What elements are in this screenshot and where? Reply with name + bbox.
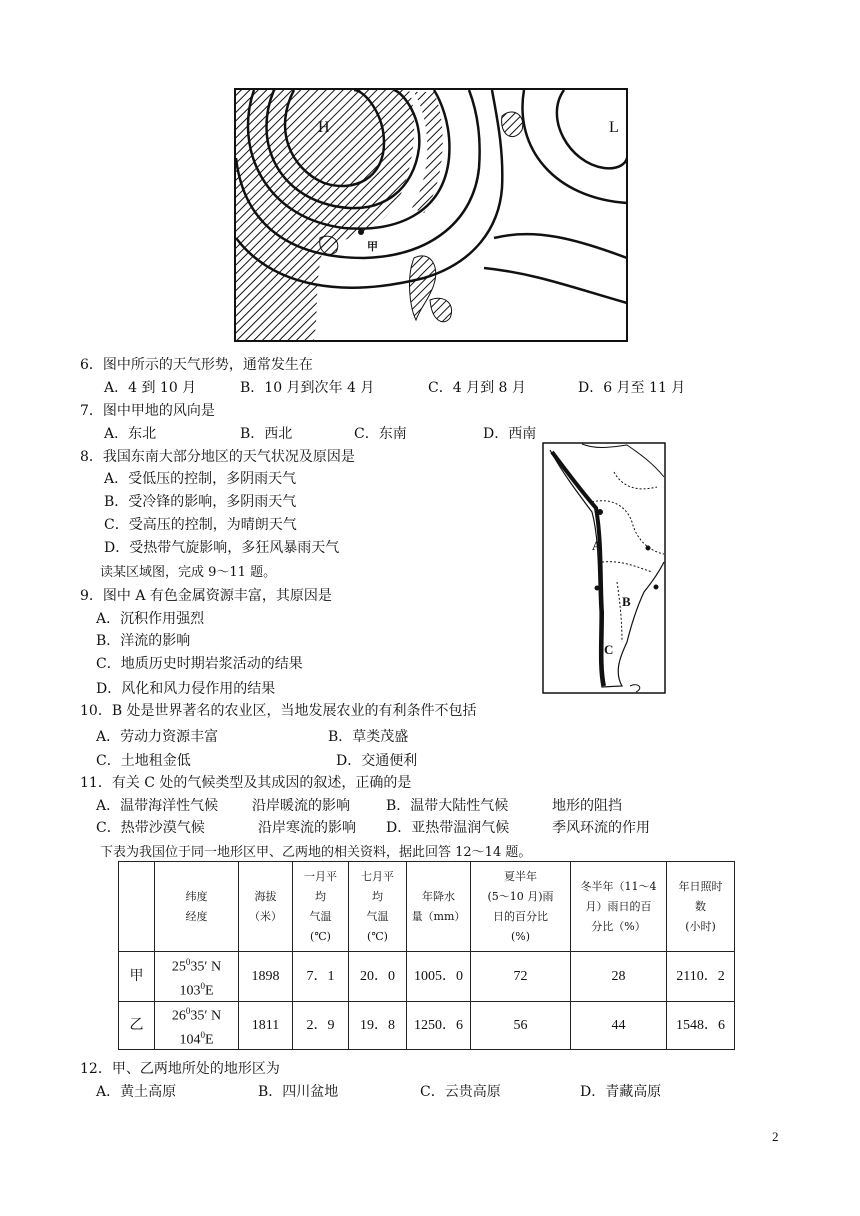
row-lon: 103 xyxy=(179,983,201,999)
header-summer-line3: 日的百分比 xyxy=(493,909,548,923)
header-sun-line3: (小时) xyxy=(685,919,716,933)
q8-option-b: B．受冷锋的影响，多阴雨天气 xyxy=(104,494,297,510)
q6-option-b: B．10 月到次年 4 月 xyxy=(240,380,375,396)
row-latlon xyxy=(155,952,239,1002)
row-lat: 25 xyxy=(171,959,186,975)
q9-option-a: A．沉积作用强烈 xyxy=(96,611,205,627)
row-lat-rest: 35′ N xyxy=(190,1008,222,1024)
q8-stem: 8．我国东南大部分地区的天气状况及原因是 xyxy=(80,449,355,465)
row-jan: 2．9 xyxy=(293,1002,349,1050)
header-jan xyxy=(293,862,349,952)
row-lat: 26 xyxy=(171,1008,186,1024)
q10-option-b: B．草类茂盛 xyxy=(328,729,409,745)
row-winter: 28 xyxy=(571,952,667,1002)
q6-option-a: A．4 到 10 月 xyxy=(104,380,197,396)
intro-12-14: 下表为我国位于同一地形区甲、乙两地的相关资料，据此回答 12～14 题。 xyxy=(100,845,532,860)
region-map-label-b: B xyxy=(622,594,631,609)
header-precip xyxy=(407,862,471,952)
table-row xyxy=(119,1002,735,1050)
header-sun-line2: 数 xyxy=(695,899,706,913)
intro-9-11: 读某区域图，完成 9～11 题。 xyxy=(100,565,277,580)
row-lat-deg: 0 xyxy=(185,1006,191,1016)
q9-stem: 9．图中 A 有色金属资源丰富，其原因是 xyxy=(80,588,332,604)
q6-option-d: D．6 月至 11 月 xyxy=(578,380,686,396)
q6-option-c: C．4 月到 8 月 xyxy=(428,380,526,396)
header-sun-line1: 年日照时 xyxy=(678,879,723,893)
climate-table xyxy=(118,861,735,1050)
weather-map xyxy=(234,88,628,342)
q9-option-b: B．洋流的影响 xyxy=(96,633,191,649)
region-map-label-a: A xyxy=(592,538,602,553)
page-number: 2 xyxy=(772,1129,779,1144)
q11-option-c: C．热带沙漠气候 xyxy=(96,820,205,836)
header-precip-line1: 年降水 xyxy=(422,889,455,903)
header-sun xyxy=(667,862,735,952)
header-precip-line2: 量（mm） xyxy=(411,909,466,923)
q9-option-c: C．地质历史时期岩浆活动的结果 xyxy=(96,656,303,672)
table-row xyxy=(119,952,735,1002)
q8-option-c: C．受高压的控制，为晴朗天气 xyxy=(104,517,297,533)
row-lat-deg: 0 xyxy=(185,956,191,967)
q7-option-c: C．东南 xyxy=(354,426,407,442)
q11-option-a-reason: 沿岸暖流的影响 xyxy=(252,798,350,814)
weather-map-low-label: L xyxy=(609,119,619,136)
q12-option-a: A．黄土高原 xyxy=(96,1084,177,1100)
header-summer-line4: (%) xyxy=(510,929,531,943)
q7-option-a: A．东北 xyxy=(104,426,157,442)
row-name: 乙 xyxy=(119,1002,155,1050)
row-winter: 44 xyxy=(571,1002,667,1050)
header-lat-text: 纬度 xyxy=(185,889,208,903)
q10-stem: 10．B 处是世界著名的农业区，当地发展农业的有利条件不包括 xyxy=(80,703,477,719)
header-elev xyxy=(239,862,293,952)
row-lon-rest: E xyxy=(204,1032,214,1048)
row-name: 甲 xyxy=(119,952,155,1002)
row-jul: 19．8 xyxy=(349,1002,407,1050)
header-summer-line2: (5～10 月)雨 xyxy=(487,889,554,903)
q11-option-b: B．温带大陆性气候 xyxy=(386,798,509,814)
row-summer: 56 xyxy=(471,1002,571,1050)
q7-stem: 7．图中甲地的风向是 xyxy=(80,403,215,419)
region-map xyxy=(542,442,666,694)
header-jan-line3: 气温 xyxy=(309,909,332,923)
q11-option-c-reason: 沿岸寒流的影响 xyxy=(258,820,356,836)
header-summer-line1: 夏半年 xyxy=(504,869,537,883)
header-jul-line2: 均 xyxy=(372,889,383,903)
q12-option-b: B．四川盆地 xyxy=(258,1084,339,1100)
row-summer: 72 xyxy=(471,952,571,1002)
q7-option-d: D．西南 xyxy=(483,426,537,442)
q9-option-d: D．风化和风力侵作用的结果 xyxy=(96,681,276,697)
row-lon: 104 xyxy=(179,1032,201,1048)
row-sun: 1548．6 xyxy=(667,1002,735,1050)
header-lon-text: 经度 xyxy=(185,909,208,923)
header-jan-line4: (℃) xyxy=(310,929,331,943)
q10-option-c: C．土地租金低 xyxy=(96,753,191,769)
q11-option-d-reason: 季风环流的作用 xyxy=(552,820,650,836)
q12-stem: 12．甲、乙两地所处的地形区为 xyxy=(80,1061,280,1077)
row-lon-rest: E xyxy=(204,983,214,999)
row-lat-rest: 35′ N xyxy=(190,959,222,975)
header-winter-line2: 月）雨日的百 xyxy=(585,899,652,913)
q11-option-b-reason: 地形的阻挡 xyxy=(552,798,622,814)
row-elev: 1811 xyxy=(239,1002,293,1050)
q11-stem: 11．有关 C 处的气候类型及其成因的叙述，正确的是 xyxy=(80,775,412,791)
q8-option-a: A．受低压的控制，多阴雨天气 xyxy=(104,471,297,487)
header-summer xyxy=(471,862,571,952)
q10-option-d: D．交通便利 xyxy=(336,753,418,769)
weather-map-high-label: H xyxy=(318,119,330,136)
header-elev-line1: 海拔 xyxy=(254,889,277,903)
row-latlon xyxy=(155,1002,239,1050)
table-header-row xyxy=(119,862,735,952)
row-elev: 1898 xyxy=(239,952,293,1002)
header-winter-line3: 分比（%） xyxy=(591,919,646,933)
q10-option-a: A．劳动力资源丰富 xyxy=(96,729,219,745)
header-winter-line1: 冬半年（11～4 xyxy=(580,879,657,893)
header-jul-line3: 气温 xyxy=(366,909,389,923)
q11-option-d: D．亚热带温润气候 xyxy=(386,820,510,836)
row-precip: 1250．6 xyxy=(407,1002,471,1050)
q12-option-c: C．云贵高原 xyxy=(420,1084,501,1100)
row-sun: 2110．2 xyxy=(667,952,735,1002)
q6-stem: 6．图中所示的天气形势，通常发生在 xyxy=(80,357,313,373)
row-jan: 7．1 xyxy=(293,952,349,1002)
header-elev-line2: （米） xyxy=(249,909,282,923)
header-jul-line4: (℃) xyxy=(367,929,388,943)
q11-option-a: A．温带海洋性气候 xyxy=(96,798,219,814)
q7-option-b: B．西北 xyxy=(240,426,293,442)
weather-map-jia-label: 甲 xyxy=(367,240,378,253)
row-lon-deg: 0 xyxy=(200,980,205,991)
header-jan-line2: 均 xyxy=(315,889,326,903)
header-jan-line1: 一月平 xyxy=(304,869,337,883)
header-latlon xyxy=(155,862,239,952)
row-precip: 1005．0 xyxy=(407,952,471,1002)
header-winter xyxy=(571,862,667,952)
region-map-label-c: C xyxy=(604,642,614,657)
header-jul-line1: 七月平 xyxy=(361,869,394,883)
q8-option-d: D．受热带气旋影响，多狂风暴雨天气 xyxy=(104,540,340,556)
q12-option-d: D．青藏高原 xyxy=(580,1084,662,1100)
row-jul: 20．0 xyxy=(349,952,407,1002)
row-lon-deg: 0 xyxy=(200,1029,205,1040)
header-jul xyxy=(349,862,407,952)
